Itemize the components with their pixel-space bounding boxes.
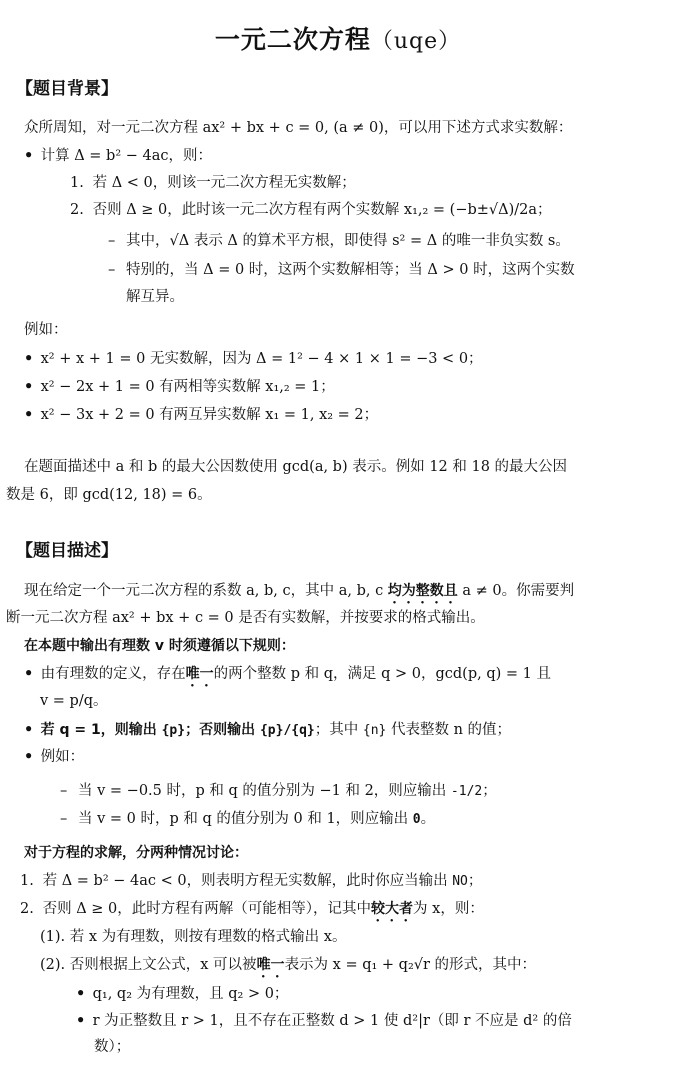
page-title: 一元二次方程（uqe） [214, 25, 462, 54]
output-rule-title: 在本题中输出有理数 v 时须遵循以下规则： [24, 638, 295, 654]
condition-r: • r 为正整数且 r > 1，且不存在正整数 d > 1 使 d²|r（即 r 不应是 d² 的倍 [76, 1012, 572, 1029]
solving-cases-title: 对于方程的求解，分两种情况讨论： [24, 845, 248, 861]
background-heading: 【题目背景】 [16, 79, 118, 99]
case-no-solution: 1. 若 Δ < 0，则该一元二次方程无实数解； [70, 175, 356, 191]
subcase-rational: (1). 若 x 为有理数，则按有理数的格式输出 x。 [40, 929, 347, 945]
case-two-solutions: 2. 否则 Δ ≥ 0，此时该一元二次方程有两个实数解 x₁,₂ = (−b±√Δ)/2a； [70, 202, 552, 218]
gcd-example: 数是 6，即 gcd(12, 18) = 6。 [6, 487, 212, 503]
condition-q1-q2: • q₁, q₂ 为有理数，且 q₂ > 0； [76, 985, 289, 1002]
gcd-definition: 在题面描述中 a 和 b 的最大公因数使用 gcd(a, b) 表示。例如 12 和 18 的最大公因 [24, 459, 568, 475]
rule-example-zero: – 当 v = 0 时，p 和 q 的值分别为 0 和 1，则应输出 0。 [60, 811, 436, 827]
rule-example-label: • 例如： [24, 748, 85, 765]
sqrt-explanation: – 其中，√Δ 表示 Δ 的算术平方根，即使得 s² = Δ 的唯一非负实数 s。 [108, 233, 570, 249]
rule-unique-pq: • 由有理数的定义，存在唯一的两个整数 p 和 q，满足 q > 0，gcd(p, q) = 1 且 [24, 665, 551, 682]
equal-roots-note-cont: 解互异。 [126, 289, 184, 305]
description-heading: 【题目描述】 [16, 541, 118, 561]
subcase-irrational: (2). 否则根据上文公式，x 可以被唯一表示为 x = q₁ + q₂√r 的形式，其中： [40, 957, 537, 973]
intro-text: 众所周知，对一元二次方程 ax² + bx + c = 0, (a ≠ 0)，可以用下述方式求实数解： [24, 120, 573, 136]
case-no-real-root: 1. 若 Δ = b² − 4ac < 0，则表明方程无实数解，此时你应当输出 NO； [20, 873, 483, 889]
example-1: • x² + x + 1 = 0 无实数解，因为 Δ = 1² − 4 × 1 × 1 = −3 < 0； [24, 350, 483, 367]
rule-v-fraction: v = p/q。 [40, 693, 108, 709]
example-label: 例如： [24, 322, 68, 338]
rule-example-negative: – 当 v = −0.5 时，p 和 q 的值分别为 −1 和 2，则应输出 -1/2； [60, 783, 497, 799]
equal-roots-note: – 特别的，当 Δ = 0 时，这两个实数解相等；当 Δ > 0 时，这两个实数 [108, 262, 575, 278]
condition-r-cont: 数）； [94, 1039, 131, 1055]
bullet-compute-delta: • 计算 Δ = b² − 4ac，则： [24, 147, 213, 164]
case-has-roots: 2. 否则 Δ ≥ 0，此时方程有两解（可能相等），记其中较大者为 x，则： [20, 901, 484, 917]
example-2: • x² − 2x + 1 = 0 有两相等实数解 x₁,₂ = 1； [24, 378, 335, 395]
task-statement-cont: 断一元二次方程 ax² + bx + c = 0 是否有实数解，并按要求的格式输出。 [6, 610, 485, 626]
rule-output-format: • 若 q = 1，则输出 {p}；否则输出 {p}/{q}；其中 {n} 代表整数 n 的值； [24, 721, 512, 738]
task-statement: 现在给定一个一元二次方程的系数 a, b, c，其中 a, b, c 均为整数且 a ≠ 0。你需要判 [24, 583, 575, 599]
example-3: • x² − 3x + 2 = 0 有两互异实数解 x₁ = 1, x₂ = 2； [24, 406, 379, 423]
